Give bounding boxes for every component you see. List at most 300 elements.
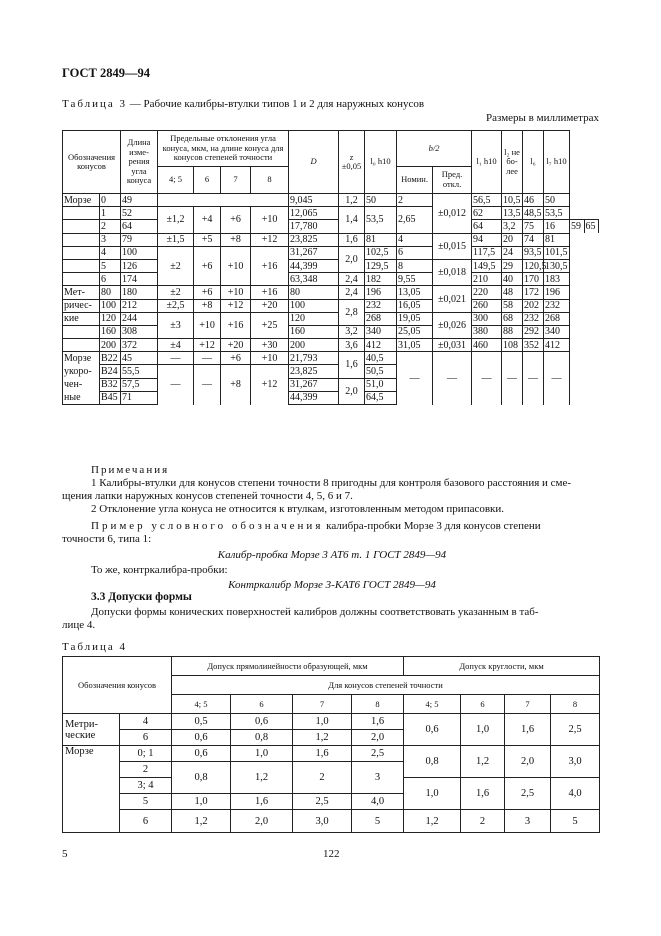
t3-cell: 220 xyxy=(472,286,502,299)
t3-cell: — xyxy=(194,352,221,365)
table3 xyxy=(62,130,599,405)
t3-cell: 45 xyxy=(121,352,158,365)
t3-cell: 71 xyxy=(121,391,158,404)
t3-dash: — xyxy=(502,352,523,405)
t3-cell: 31,267 xyxy=(289,378,339,391)
t3-cell: 57,5 xyxy=(121,378,158,391)
t4-th-p: 6 xyxy=(461,695,505,714)
t4-th-round: Допуск круглости, мкм xyxy=(404,657,600,676)
t4-cell: 1,2 xyxy=(404,810,461,833)
t4-cell: 2 xyxy=(461,810,505,833)
t4-cell: 1,2 xyxy=(172,810,231,833)
t3-cell: 308 xyxy=(121,325,158,338)
t3-cell: +8 xyxy=(221,233,251,246)
t3-cell: 4 xyxy=(100,246,121,259)
t3-cell: 174 xyxy=(121,273,158,286)
t3-cell: 50,5 xyxy=(365,365,397,378)
table4 xyxy=(62,656,600,833)
t3-cell: 1,6 xyxy=(339,352,365,378)
t4-th-prec: Для конусов степеней точности xyxy=(172,676,600,695)
t3-cell: 65 xyxy=(584,220,598,233)
t3-cell: 196 xyxy=(544,286,570,299)
t3-dash: — xyxy=(523,352,544,405)
t3-cell: +12 xyxy=(194,339,221,352)
t4-row-label: 3; 4 xyxy=(120,778,172,794)
t3-cell: 23,825 xyxy=(289,365,339,378)
t4-cell: 2,5 xyxy=(352,746,404,762)
t3-cell: 24 xyxy=(502,246,523,259)
t3-cell xyxy=(63,325,100,338)
t3-cell: +25 xyxy=(251,312,289,338)
t3-cell: 68 xyxy=(502,312,523,325)
t4-cell: 4,0 xyxy=(352,794,404,810)
table4-caption: Таблица 4 xyxy=(62,641,128,653)
th-designation: Обозначения конусов xyxy=(63,131,121,194)
t3-cell: 40 xyxy=(502,273,523,286)
t3-cell: 50 xyxy=(544,194,570,207)
t3-cell: 80 xyxy=(100,286,121,299)
t3-cell: 130,5 xyxy=(545,260,568,272)
t3-cell: +16 xyxy=(221,312,251,338)
t3-cell: 5 xyxy=(100,259,121,272)
th-prec-45: 4; 5 xyxy=(158,166,194,193)
t4-cell: 0,6 xyxy=(172,746,231,762)
t3-cell: 3,2 xyxy=(339,325,365,338)
t3-cell: ±1,5 xyxy=(158,233,194,246)
t3-cell: 46 xyxy=(523,194,544,207)
t3-cell: 268 xyxy=(544,312,570,325)
t3-cell: 12,065 xyxy=(289,207,339,220)
t3-cell: 268 xyxy=(365,312,397,325)
t3-cell: 81 xyxy=(365,233,397,246)
t3-cell: укоро- xyxy=(63,365,100,378)
t3-cell: 412 xyxy=(544,339,570,352)
t3-cell: 58 xyxy=(502,299,523,312)
t3-cell: 340 xyxy=(544,325,570,338)
t4-cell: 1,6 xyxy=(352,714,404,730)
t3-cell xyxy=(63,220,100,233)
t3-cell: 94 xyxy=(472,233,502,246)
t3-cell: 40,5 xyxy=(365,352,397,365)
th-b2: b/2 xyxy=(397,131,472,167)
t3-cell: 101,5 xyxy=(545,247,568,259)
t3-cell: +10 xyxy=(221,246,251,286)
t3-cell: 232 xyxy=(544,299,570,312)
t3-cell: 80 xyxy=(289,286,339,299)
th-length: Длина изме-рения угла конуса xyxy=(121,131,158,194)
t4-cell: 3,0 xyxy=(551,746,600,778)
t3-cell: 4 xyxy=(397,233,433,246)
th-l1: l₁ h10 xyxy=(472,131,502,194)
t3-cell: 200 xyxy=(289,339,339,352)
t3-cell: 120 xyxy=(100,312,121,325)
t3-cell: ±2 xyxy=(158,246,194,286)
t3-cell: +8 xyxy=(221,365,251,405)
t3-cell: 19,05 xyxy=(397,312,433,325)
t3-cell: 1,4 xyxy=(339,207,365,233)
t3-cell: 100 xyxy=(121,246,158,259)
example-text: калибра-пробки Морзе 3 для конусов степени xyxy=(323,520,541,532)
t4-cell: 0,8 xyxy=(404,746,461,778)
t3-cell: 196 xyxy=(365,286,397,299)
t3-cell: +6 xyxy=(221,352,251,365)
t3-cell: 93,5 xyxy=(524,247,542,259)
t3-cell: ±0,015 xyxy=(433,233,472,259)
t4-row-label: 6 xyxy=(120,810,172,833)
t3-cell: 13,05 xyxy=(397,286,433,299)
th-l0: l₀ h10 xyxy=(365,131,397,194)
t3-cell: 182 xyxy=(365,273,397,286)
t3-cell: 55,5 xyxy=(121,365,158,378)
t3-cell: +20 xyxy=(251,299,289,312)
t3-cell: +20 xyxy=(221,339,251,352)
t3-cell: 9,045 xyxy=(289,194,339,207)
t4-row-label: 4 xyxy=(120,714,172,730)
t3-cell: +12 xyxy=(251,365,289,405)
t3-cell: B22 xyxy=(100,352,121,365)
t4-th-p: 4; 5 xyxy=(172,695,231,714)
t4-row-label: 5 xyxy=(120,794,172,810)
section-title: 3.3 Допуски формы xyxy=(91,591,192,603)
t4-th-straight: Допуск прямолинейности образующей, мкм xyxy=(172,657,404,676)
t3-cell: +6 xyxy=(194,286,221,299)
th-prec-7: 7 xyxy=(221,166,251,193)
t3-cell: 59 xyxy=(570,220,584,233)
t3-cell: 172 xyxy=(523,286,544,299)
t4-cell: 3 xyxy=(352,762,404,794)
t3-cell: ±4 xyxy=(158,339,194,352)
t3-cell: — xyxy=(194,365,221,405)
page-number-center: 122 xyxy=(323,848,340,860)
t3-cell: 180 xyxy=(121,286,158,299)
t3-group-morse: Морзе xyxy=(63,194,100,207)
t3-group-morse-short: Морзе xyxy=(63,352,100,365)
t3-cell: ±0,031 xyxy=(433,339,472,352)
t3-cell: ±2 xyxy=(158,286,194,299)
t4-cell: 2,0 xyxy=(505,746,551,778)
t4-cell: 2,5 xyxy=(551,714,600,746)
t3-cell: 6 xyxy=(397,246,433,259)
t4-th-p: 7 xyxy=(505,695,551,714)
t4-cell: 1,0 xyxy=(231,746,293,762)
t3-cell: 49 xyxy=(121,194,158,207)
t3-cell: 9,55 xyxy=(397,273,433,286)
th-b-nom: Номин. xyxy=(397,166,433,193)
t3-cell: 53,5 xyxy=(365,207,397,233)
t3-cell: чен- xyxy=(63,378,100,391)
t3-cell: 16 xyxy=(544,220,570,233)
t3-cell: 129,5 xyxy=(365,259,397,272)
t3-cell: 100 xyxy=(289,299,339,312)
th-deviations: Предельные отклонения угла конуса, мкм, на длине конуса для конусов степеней точности xyxy=(158,131,289,167)
t3-cell: 17,780 xyxy=(289,220,339,233)
t4-cell: 1,0 xyxy=(172,794,231,810)
t4-row-label: 6 xyxy=(120,730,172,746)
t3-cell: +16 xyxy=(251,246,289,286)
t4-cell: 0,8 xyxy=(231,730,293,746)
t3-cell: +10 xyxy=(251,207,289,233)
note-1: 1 Калибры-втулки для конусов степени точности 8 пригодны для контроля базового расстояния и сме- xyxy=(91,477,572,489)
t3-cell: 149,5 xyxy=(472,259,502,272)
t3-cell: 79 xyxy=(121,233,158,246)
t3-cell: 1 xyxy=(100,207,121,220)
t3-cell: +6 xyxy=(221,207,251,233)
t3-cell: 412 xyxy=(365,339,397,352)
table3-caption-label: Таблица 3 xyxy=(62,98,128,110)
t3-cell: 2,4 xyxy=(339,286,365,299)
t4-group-metric xyxy=(63,714,120,746)
t3-cell: 56,5 xyxy=(472,194,502,207)
t3-cell: ±1,2 xyxy=(158,207,194,233)
t4-th-p: 6 xyxy=(231,695,293,714)
t3-cell: 64,5 xyxy=(365,391,397,404)
t4-cell: 1,0 xyxy=(293,714,352,730)
t4-cell: 2,5 xyxy=(505,778,551,810)
t4-cell: 0,8 xyxy=(172,762,231,794)
t3-cell: 0 xyxy=(100,194,121,207)
t4-cell: 0,6 xyxy=(231,714,293,730)
t3-cell-empty xyxy=(158,194,289,207)
t3-cell: 1,2 xyxy=(339,194,365,207)
t3-cell xyxy=(63,273,100,286)
t4-cell: 2,0 xyxy=(352,730,404,746)
t3-cell: 44,399 xyxy=(289,391,339,404)
t3-dash: — xyxy=(433,352,472,405)
th-prec-8: 8 xyxy=(251,166,289,193)
t3-cell xyxy=(63,233,100,246)
t3-cell: +12 xyxy=(251,233,289,246)
t3-dash: — xyxy=(472,352,502,405)
t3-cell: 48,5 xyxy=(524,207,542,219)
t3-cell: 292 xyxy=(523,325,544,338)
t3-cell xyxy=(63,259,100,272)
section-text xyxy=(62,606,602,632)
t3-cell: 108 xyxy=(502,339,523,352)
note-2: 2 Отклонение угла конуса не относится к втулкам, изготовленным методом припасовки. xyxy=(91,503,505,515)
table3-dims-note: Размеры в миллиметрах xyxy=(486,112,599,124)
t3-cell: 50 xyxy=(365,194,397,207)
t3-cell: ±0,018 xyxy=(433,259,472,285)
example-code-2: Контркалибр Морзе 3-КАТ6 ГОСТ 2849—94 xyxy=(228,579,436,591)
t4-cell: 3,0 xyxy=(293,810,352,833)
t3-cell: 8 xyxy=(397,259,433,272)
t4-cell: 5 xyxy=(551,810,600,833)
th-d: D xyxy=(289,131,339,194)
section-text-2: лице 4. xyxy=(62,619,96,631)
t3-cell: B32 xyxy=(100,378,121,391)
page-number-left: 5 xyxy=(62,848,68,860)
t3-cell: 120 xyxy=(289,312,339,325)
th-z: z ±0,05 xyxy=(339,131,365,194)
example-block xyxy=(62,520,602,592)
t3-cell: ричес- xyxy=(63,299,100,312)
t3-cell: 88 xyxy=(502,325,523,338)
t4-th-p: 7 xyxy=(293,695,352,714)
t4-row-label: 2 xyxy=(120,762,172,778)
t3-cell: +6 xyxy=(194,246,221,286)
t4-cell: 2,0 xyxy=(231,810,293,833)
t3-cell: 120,5 xyxy=(524,260,547,272)
t4-cell: 3 xyxy=(505,810,551,833)
t3-cell: 31,05 xyxy=(397,339,433,352)
t4-cell: 4,0 xyxy=(551,778,600,810)
th-l2: l₂ не бо-лее xyxy=(502,131,523,194)
t3-cell: 64 xyxy=(121,220,158,233)
t3-cell: 160 xyxy=(289,325,339,338)
t3-cell: 244 xyxy=(121,312,158,325)
t3-cell: — xyxy=(158,352,194,365)
t3-cell: 2,8 xyxy=(339,299,365,325)
t3-cell: ±0,026 xyxy=(433,312,472,338)
table3-caption xyxy=(62,98,424,110)
t3-cell xyxy=(63,246,100,259)
t4-th-designation: Обозначения конусов xyxy=(63,657,172,714)
t3-cell xyxy=(63,207,100,220)
t3-cell: +8 xyxy=(194,299,221,312)
example-text-cont: точности 6, типа 1: xyxy=(62,533,152,545)
t4-cell: 1,6 xyxy=(461,778,505,810)
section-text-1: Допуски формы конических поверхностей калибров должны соответствовать указанным в таб- xyxy=(91,606,539,618)
notes-title: Примечания xyxy=(91,464,170,476)
t3-cell: 52 xyxy=(121,207,158,220)
t3-cell: кие xyxy=(63,312,100,325)
t3-cell: 102,5 xyxy=(365,246,397,259)
t4-cell: 2 xyxy=(293,762,352,794)
note-1-cont: щения лапки наружных конусов степеней точности 4, 5, 6 и 7. xyxy=(62,490,353,502)
t3-cell: 340 xyxy=(365,325,397,338)
t3-cell: 2,0 xyxy=(339,378,365,404)
t3-cell: 2 xyxy=(397,194,433,207)
t3-cell: 160 xyxy=(100,325,121,338)
t3-cell: 25,05 xyxy=(397,325,433,338)
t3-cell: 100 xyxy=(100,299,121,312)
th-l6: l₆ xyxy=(523,131,544,194)
t3-cell xyxy=(63,339,100,352)
t3-cell: 44,399 xyxy=(289,259,339,272)
t4-th-p: 4; 5 xyxy=(404,695,461,714)
t4-cell: 1,2 xyxy=(461,746,505,778)
t3-cell: B24 xyxy=(100,365,121,378)
t3-cell: 232 xyxy=(365,299,397,312)
t3-cell: 300 xyxy=(472,312,502,325)
t3-cell: 2 xyxy=(100,220,121,233)
th-l7: l₇ h10 xyxy=(544,131,570,194)
t4-group-metric-1: Метри- xyxy=(65,718,98,730)
document-header: ГОСТ 2849—94 xyxy=(62,66,151,80)
t4-group-metric-2: ческие xyxy=(65,729,96,741)
t3-cell: 352 xyxy=(523,339,544,352)
t4-cell: 1,0 xyxy=(461,714,505,746)
t3-cell: ±0,012 xyxy=(433,194,472,234)
t3-cell: 64 xyxy=(472,220,502,233)
t3-cell: 21,793 xyxy=(289,352,339,365)
t3-cell: +4 xyxy=(194,207,221,233)
th-b-dev: Пред. откл. xyxy=(433,166,472,193)
t3-cell: 48 xyxy=(502,286,523,299)
t3-cell: 81 xyxy=(544,233,570,246)
t3-cell: 202 xyxy=(523,299,544,312)
t3-cell: 62 xyxy=(472,207,502,220)
t3-cell: 2,0 xyxy=(339,246,365,272)
t3-cell: 29 xyxy=(502,259,523,272)
t3-cell: ±2,5 xyxy=(158,299,194,312)
t3-cell: 260 xyxy=(472,299,502,312)
t4-cell: 1,6 xyxy=(505,714,551,746)
t3-cell: +10 xyxy=(251,352,289,365)
t3-cell: 74 xyxy=(523,233,544,246)
t4-cell: 2,5 xyxy=(293,794,352,810)
t3-cell: 170 xyxy=(523,273,544,286)
t3-cell: 63,348 xyxy=(289,273,339,286)
t3-cell: +30 xyxy=(251,339,289,352)
t3-cell: +12 xyxy=(221,299,251,312)
t3-cell: 372 xyxy=(121,339,158,352)
t3-cell: 31,267 xyxy=(289,246,339,259)
t4-cell: 1,6 xyxy=(293,746,352,762)
example-code-1: Калибр-пробка Морзе 3 АТ6 т. 1 ГОСТ 2849—94 xyxy=(217,549,447,561)
t3-cell: B45 xyxy=(100,391,121,404)
t4-cell: 0,6 xyxy=(404,714,461,746)
t3-cell: 1,6 xyxy=(339,233,365,246)
th-prec-6: 6 xyxy=(194,166,221,193)
t3-cell: 210 xyxy=(472,273,502,286)
t4-cell: 1,0 xyxy=(404,778,461,810)
t4-cell: 1,6 xyxy=(231,794,293,810)
t3-cell: 380 xyxy=(472,325,502,338)
t3-cell: +10 xyxy=(194,312,221,338)
t3-cell: 16,05 xyxy=(397,299,433,312)
t3-cell: 20 xyxy=(502,233,523,246)
t3-cell: 3 xyxy=(100,233,121,246)
t3-cell: 3,6 xyxy=(339,339,365,352)
t3-cell: 183 xyxy=(544,273,570,286)
t4-group-morse: Морзе xyxy=(63,746,120,833)
t3-cell: 212 xyxy=(121,299,158,312)
t4-cell: 1,2 xyxy=(231,762,293,794)
t3-cell: 53,5 xyxy=(544,207,570,220)
t3-dash: — xyxy=(397,352,433,405)
t3-cell: 2,4 xyxy=(339,273,365,286)
t4-th-p: 8 xyxy=(551,695,600,714)
t3-dash: — xyxy=(544,352,570,405)
t3-cell: 10,5 xyxy=(503,194,521,206)
t3-group-metric: Мет- xyxy=(63,286,100,299)
t4-cell: 0,6 xyxy=(172,730,231,746)
t3-cell: +5 xyxy=(194,233,221,246)
example-same: То же, контркалибра-пробки: xyxy=(91,564,228,576)
t4-th-p: 8 xyxy=(352,695,404,714)
t4-row-label: 0; 1 xyxy=(120,746,172,762)
t3-cell: +10 xyxy=(221,286,251,299)
t3-cell: 75 xyxy=(523,220,544,233)
t3-cell: 126 xyxy=(121,259,158,272)
t3-cell: ные xyxy=(63,391,100,404)
table3-caption-text: — Рабочие калибры-втулки типов 1 и 2 для наружных конусов xyxy=(127,98,425,110)
t4-cell: 0,5 xyxy=(172,714,231,730)
t3-cell: 117,5 xyxy=(472,246,502,259)
t3-cell: 200 xyxy=(100,339,121,352)
t3-cell: 51,0 xyxy=(365,378,397,391)
t3-cell: 3,2 xyxy=(502,220,523,233)
t3-cell: ±3 xyxy=(158,312,194,338)
t3-cell: ±0,021 xyxy=(433,286,472,312)
example-label: Пример условного обозначения xyxy=(91,520,324,532)
t4-cell: 5 xyxy=(352,810,404,833)
t3-cell: 23,825 xyxy=(289,233,339,246)
notes-block xyxy=(62,464,602,516)
t4-cell: 1,2 xyxy=(293,730,352,746)
t3-cell: 6 xyxy=(100,273,121,286)
